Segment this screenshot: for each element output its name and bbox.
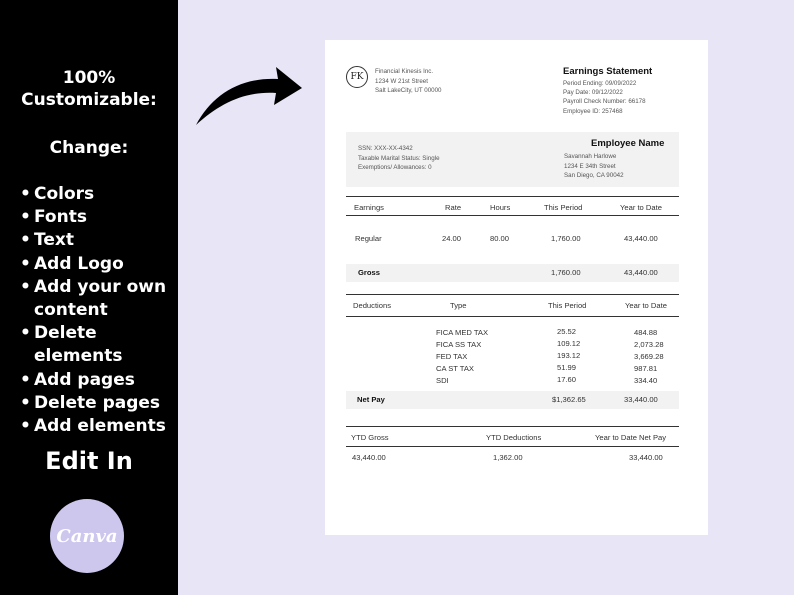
regular-ytd: 43,440.00 (624, 234, 658, 243)
divider (346, 316, 679, 317)
feature-item: • Delete elements (20, 322, 178, 368)
deduction-ytd: 2,073.28 (634, 340, 664, 349)
feature-item: • Add your own content (20, 276, 178, 322)
deductions-header: Deductions (353, 301, 391, 310)
earnings-header: Earnings (354, 203, 384, 212)
employee-name: Savannah Harlowe (564, 153, 617, 160)
regular-rate: 24.00 (442, 234, 462, 243)
deduction-type: FICA MED TAX (436, 328, 489, 337)
deduction-this-period: 17.60 (557, 375, 577, 384)
employee-id: Employee ID: 257468 (563, 107, 623, 115)
net-pay-this-period: $1,362.65 (552, 395, 586, 404)
divider (346, 426, 679, 427)
period-ending: Period Ending: 09/09/2022 (563, 80, 637, 87)
deduction-type: FED TAX (436, 352, 468, 361)
deduction-type: FICA SS TAX (436, 340, 482, 349)
deduction-ytd: 987.81 (634, 364, 658, 373)
ytd-gross-value: 43,440.00 (352, 453, 386, 462)
feature-item: • Delete pages (20, 392, 178, 415)
feature-item: • Text (20, 229, 178, 252)
net-pay-ytd: 33,440.00 (624, 395, 658, 404)
heading-line-1: 100% (62, 68, 116, 88)
gross-label: Gross (358, 268, 380, 277)
this-period-header: This Period (544, 203, 583, 212)
rate-header: Rate (445, 203, 462, 212)
feature-item: • Add Logo (20, 253, 178, 276)
company-name: Financial Kinesis Inc. (375, 68, 434, 75)
hours-header: Hours (490, 203, 511, 212)
gross-ytd: 43,440.00 (624, 268, 658, 277)
employee-street: 1234 E 34th Street (564, 162, 616, 170)
ytd-gross-header: YTD Gross (351, 433, 389, 442)
company-logo: FK (346, 66, 368, 88)
divider (346, 196, 679, 197)
feature-list (20, 183, 178, 438)
company-street: 1234 W 21st Street (375, 77, 428, 85)
deduction-ytd: 334.40 (634, 376, 658, 385)
ytd-deductions-value: 1,362.00 (493, 453, 523, 462)
ytd-deductions-header: YTD Deductions (486, 433, 542, 442)
employee-city: San Diego, CA 90042 (564, 172, 624, 179)
statement-header (563, 66, 652, 116)
canva-logo: Canva (50, 499, 124, 573)
employee-name-title: Employee Name (591, 138, 665, 149)
regular-hours: 80.00 (490, 234, 510, 243)
edit-in-label: Edit In (45, 447, 133, 475)
gross-this-period: 1,760.00 (551, 268, 581, 277)
arrow-icon (190, 55, 310, 130)
marital-status: Taxable Marital Status: Single (358, 154, 440, 162)
employee-address (564, 152, 624, 181)
earnings-statement-document (325, 40, 708, 535)
promo-panel (0, 0, 178, 595)
feature-item: • Colors (20, 183, 178, 206)
deduction-this-period: 25.52 (557, 327, 577, 336)
net-pay-label: Net Pay (357, 395, 385, 404)
deduction-this-period: 51.99 (557, 363, 577, 372)
heading-line-2: Customizable: (21, 90, 157, 110)
feature-item: • Add pages (20, 369, 178, 392)
ssn: SSN: XXX-XX-4342 (358, 145, 413, 152)
deduction-type: SDI (436, 376, 449, 385)
company-address (375, 67, 442, 96)
tax-info (358, 144, 440, 173)
regular-label: Regular (355, 234, 382, 243)
company-city: Salt LakeCity, UT 00000 (375, 87, 442, 94)
pay-date: Pay Date: 09/12/2022 (563, 89, 623, 97)
deduction-this-period-header: This Period (548, 301, 587, 310)
regular-this-period: 1,760.00 (551, 234, 581, 243)
check-number: Payroll Check Number: 66178 (563, 98, 646, 106)
deduction-ytd-header: Year to Date (625, 301, 667, 310)
deduction-ytd: 484.88 (634, 328, 658, 337)
change-heading: Change: (49, 138, 129, 158)
ytd-net-pay-header: Year to Date Net Pay (595, 433, 667, 442)
divider (346, 446, 679, 447)
divider (346, 294, 679, 295)
deduction-type: CA ST TAX (436, 364, 474, 373)
divider (346, 215, 679, 216)
employee-info-box (346, 132, 679, 187)
promo-heading (0, 67, 178, 111)
feature-item: • Add elements (20, 415, 178, 438)
ytd-header: Year to Date (620, 203, 662, 212)
deduction-this-period: 193.12 (557, 351, 581, 360)
statement-title: Earnings Statement (563, 66, 653, 77)
feature-item: • Fonts (20, 206, 178, 229)
deduction-ytd: 3,669.28 (634, 352, 664, 361)
exemptions: Exemptions/ Allowances: 0 (358, 164, 432, 171)
type-header: Type (450, 301, 467, 310)
deduction-this-period: 109.12 (557, 339, 581, 348)
ytd-net-pay-value: 33,440.00 (629, 453, 663, 462)
